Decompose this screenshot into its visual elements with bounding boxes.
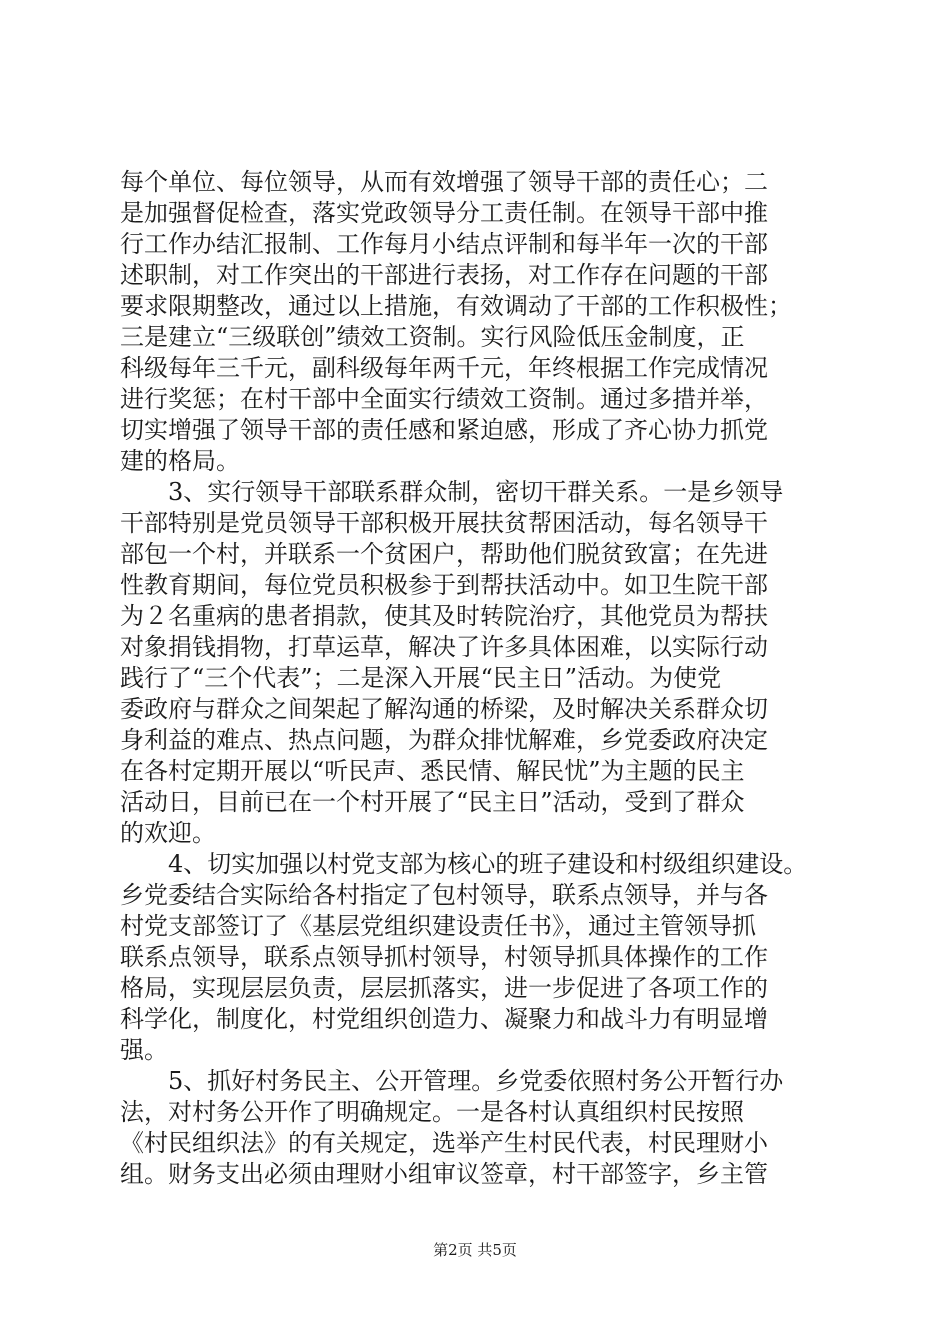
- text-line: 为２名重病的患者捐款，使其及时转院治疗，其他党员为帮扶: [120, 602, 768, 630]
- text-line: 行工作办结汇报制、工作每月小结点评制和每半年一次的干部: [120, 230, 768, 258]
- text-line: 委政府与群众之间架起了解沟通的桥梁，及时解决关系群众切: [120, 695, 768, 723]
- text-line: 切实增强了领导干部的责任感和紧迫感，形成了齐心协力抓党: [120, 416, 768, 444]
- text-line: 乡党委结合实际给各村指定了包村领导，联系点领导，并与各: [120, 881, 768, 909]
- text-line: 的欢迎。: [120, 819, 216, 847]
- text-line: 科级每年三千元，副科级每年两千元，年终根据工作完成情况: [120, 354, 768, 382]
- text-line: 进行奖惩；在村干部中全面实行绩效工资制。通过多措并举，: [120, 385, 768, 413]
- text-line: 4、切实加强以村党支部为核心的班子建设和村级组织建设。: [120, 850, 808, 878]
- page-footer: 第2页 共5页: [433, 1241, 517, 1259]
- text-line: 5、抓好村务民主、公开管理。乡党委依照村务公开暂行办: [120, 1067, 784, 1095]
- text-line: 践行了“三个代表”；二是深入开展“民主日”活动。为使党: [120, 664, 722, 692]
- text-line: 干部特别是党员领导干部积极开展扶贫帮困活动，每名领导干: [120, 509, 768, 537]
- text-line: 部包一个村，并联系一个贫困户，帮助他们脱贫致富；在先进: [120, 540, 768, 568]
- text-line: 每个单位、每位领导，从而有效增强了领导干部的责任心；二: [120, 168, 768, 196]
- text-line: 法，对村务公开作了明确规定。一是各村认真组织村民按照: [120, 1098, 744, 1126]
- text-line: 组。财务支出必须由理财小组审议签章，村干部签字，乡主管: [120, 1160, 768, 1188]
- text-line: 《村民组织法》的有关规定，选举产生村民代表，村民理财小: [120, 1129, 768, 1157]
- text-line: 在各村定期开展以“听民声、悉民情、解民忧”为主题的民主: [120, 757, 745, 785]
- text-line: 活动日，目前已在一个村开展了“民主日”活动，受到了群众: [120, 788, 745, 816]
- text-line: 格局，实现层层负责，层层抓落实，进一步促进了各项工作的: [120, 974, 768, 1002]
- text-line: 联系点领导，联系点领导抓村领导，村领导抓具体操作的工作: [120, 943, 768, 971]
- text-line: 是加强督促检查，落实党政领导分工责任制。在领导干部中推: [120, 199, 768, 227]
- text-line: 要求限期整改，通过以上措施，有效调动了干部的工作积极性；: [120, 292, 792, 320]
- text-line: 建的格局。: [120, 447, 240, 475]
- text-line: 3、实行领导干部联系群众制，密切干群关系。一是乡领导: [120, 478, 784, 506]
- text-line: 三是建立“三级联创”绩效工资制。实行风险低压金制度，正: [120, 323, 745, 351]
- text-line: 强。: [120, 1036, 168, 1064]
- text-line: 性教育期间，每位党员积极参于到帮扶活动中。如卫生院干部: [120, 571, 768, 599]
- body-text: [120, 167, 840, 1190]
- text-line: 述职制，对工作突出的干部进行表扬，对工作存在问题的干部: [120, 261, 768, 289]
- text-line: 对象捐钱捐物，打草运草，解决了许多具体困难，以实际行动: [120, 633, 768, 661]
- text-line: 科学化，制度化，村党组织创造力、凝聚力和战斗力有明显增: [120, 1005, 768, 1033]
- text-line: 村党支部签订了《基层党组织建设责任书》，通过主管领导抓: [120, 912, 756, 940]
- text-line: 身利益的难点、热点问题，为群众排忧解难，乡党委政府决定: [120, 726, 768, 754]
